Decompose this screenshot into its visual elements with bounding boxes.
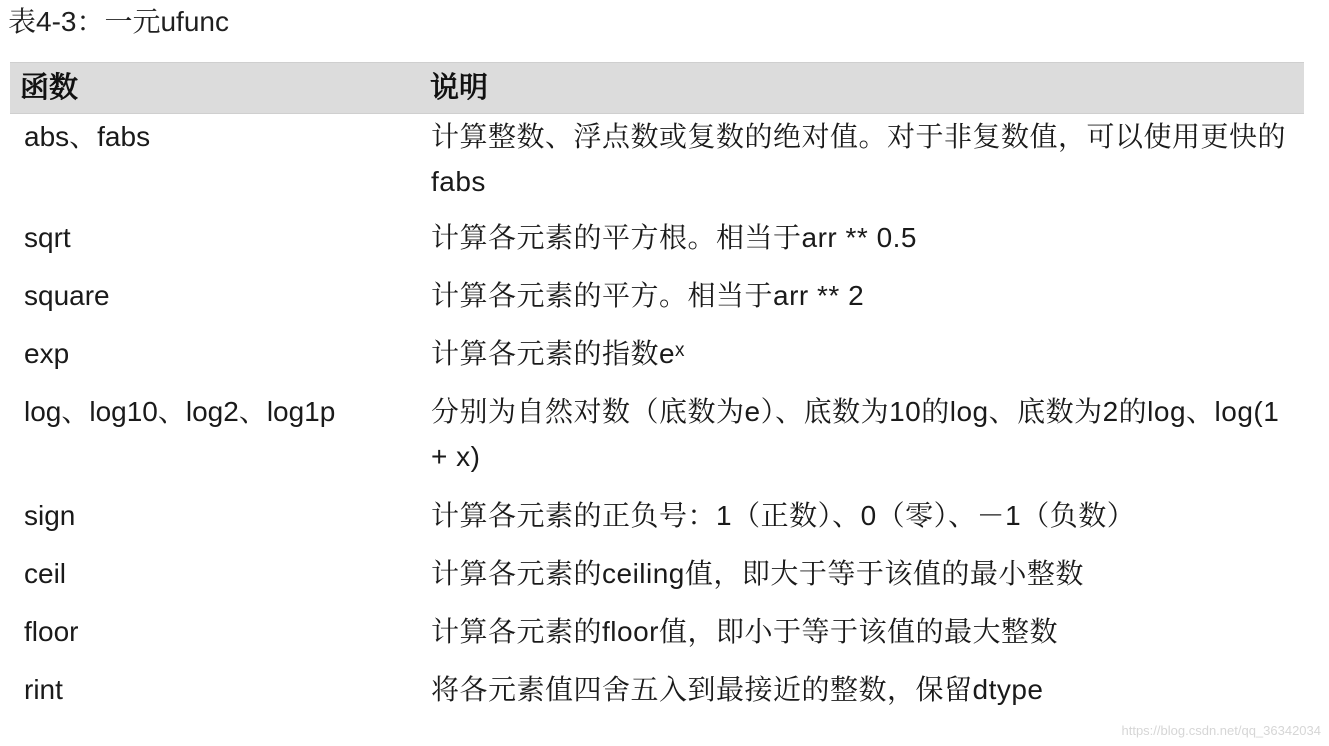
- table-row: [10, 114, 1304, 215]
- function-name: sqrt: [24, 222, 71, 253]
- table-row: [10, 609, 1304, 667]
- function-name: ceil: [24, 558, 67, 589]
- function-description: 计算各元素的ceiling值，即大于等于该值的最小整数: [431, 558, 1084, 589]
- function-description: 计算整数、浮点数或复数的绝对值。对于非复数值，可以使用更快的fabs: [431, 121, 1287, 197]
- table-caption: 表4-3：一元ufunc: [8, 6, 229, 37]
- function-description: 将各元素值四舍五入到最接近的整数，保留dtype: [431, 674, 1044, 705]
- header-description: 说明: [430, 72, 489, 104]
- function-name: rint: [24, 674, 63, 705]
- function-name: sign: [24, 500, 76, 531]
- table-row: [10, 493, 1304, 551]
- function-name: square: [24, 280, 110, 311]
- table-row: [10, 551, 1304, 609]
- table-header: [10, 62, 1304, 114]
- table-row: [10, 389, 1304, 493]
- function-description: 计算各元素的指数eˣ: [431, 338, 685, 369]
- header-function: 函数: [20, 72, 79, 104]
- function-description: 计算各元素的正负号：1（正数）、0（零）、－1（负数）: [431, 500, 1136, 531]
- table-row: [10, 667, 1304, 725]
- function-name: log、log10、log2、log1p: [24, 396, 336, 427]
- table-body: [10, 114, 1304, 725]
- function-description: 计算各元素的floor值，即小于等于该值的最大整数: [431, 616, 1058, 647]
- table-row: [10, 331, 1304, 389]
- ufunc-table: [10, 62, 1304, 705]
- table-row: [10, 215, 1304, 273]
- function-name: floor: [24, 616, 79, 647]
- watermark-url: https://blog.csdn.net/qq_36342034: [1121, 723, 1321, 738]
- table-row: [10, 273, 1304, 331]
- function-name: exp: [24, 338, 70, 369]
- function-name: abs、fabs: [24, 121, 151, 152]
- function-description: 计算各元素的平方根。相当于arr ** 0.5: [431, 222, 917, 253]
- function-description: 分别为自然对数（底数为e）、底数为10的log、底数为2的log、log(1 + x): [431, 396, 1280, 472]
- function-description: 计算各元素的平方。相当于arr ** 2: [431, 280, 865, 311]
